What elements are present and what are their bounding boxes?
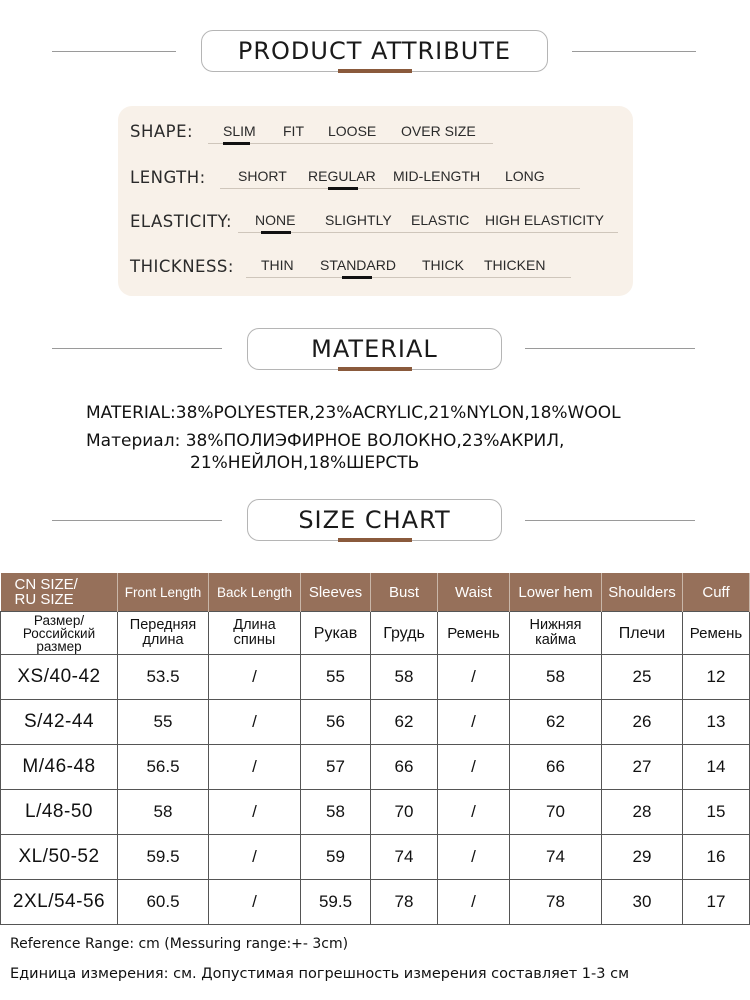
ru-header-front-length: Передняя длина — [118, 612, 209, 655]
value-cell: 58 — [301, 790, 371, 835]
title-accent-bar — [338, 367, 412, 371]
value-cell: 66 — [371, 745, 438, 790]
value-cell: 26 — [602, 700, 683, 745]
attribute-rule — [238, 232, 618, 233]
table-row — [1, 790, 750, 835]
size-cell: XS/40-42 — [1, 655, 118, 700]
size-cell: L/48-50 — [1, 790, 118, 835]
value-cell: / — [438, 700, 510, 745]
value-cell: 70 — [510, 790, 602, 835]
attribute-label: THICKNESS: — [130, 257, 234, 276]
attribute-rule — [220, 188, 580, 189]
size-chart-title: SIZE CHART — [298, 506, 451, 534]
value-cell: 66 — [510, 745, 602, 790]
option-short: SHORT — [238, 168, 287, 184]
divider-left — [52, 520, 222, 521]
material-ru-line — [86, 431, 564, 451]
size-cell: 2XL/54-56 — [1, 880, 118, 925]
value-cell: 55 — [301, 655, 371, 700]
table-row — [1, 835, 750, 880]
header-front-length: Front Length — [118, 573, 209, 612]
value-cell: / — [438, 880, 510, 925]
header-waist: Waist — [438, 573, 510, 612]
material-en-label: MATERIAL: — [86, 403, 176, 423]
option-over-size: OVER SIZE — [401, 123, 476, 139]
header-sleeves: Sleeves — [301, 573, 371, 612]
attribute-row-shape — [118, 118, 633, 148]
size-cell: XL/50-52 — [1, 835, 118, 880]
attribute-panel — [118, 106, 633, 296]
attribute-section-header — [0, 30, 750, 74]
option-long: LONG — [505, 168, 545, 184]
value-cell: / — [209, 835, 301, 880]
value-cell: / — [438, 655, 510, 700]
attribute-label: ELASTICITY: — [130, 212, 233, 231]
attribute-title: PRODUCT ATTRIBUTE — [237, 37, 512, 65]
header-lower-hem: Lower hem — [510, 573, 602, 612]
value-cell: 28 — [602, 790, 683, 835]
selected-mark — [328, 187, 358, 190]
attribute-row-length — [118, 163, 633, 193]
table-row — [1, 745, 750, 790]
header-bust: Bust — [371, 573, 438, 612]
reference-range-note: Reference Range: cm (Messuring range:+- 3cm) — [10, 936, 349, 952]
material-ru-value-1: 38%ПОЛИЭФИРНОЕ ВОЛОКНО,23%АКРИЛ, — [185, 431, 565, 451]
size-chart-title-pill — [247, 499, 502, 541]
table-ru-header-row — [1, 612, 750, 655]
value-cell: / — [438, 790, 510, 835]
ru-header-shoulders: Плечи — [602, 612, 683, 655]
value-cell: / — [209, 700, 301, 745]
material-title-pill — [247, 328, 502, 370]
value-cell: 57 — [301, 745, 371, 790]
size-cell: S/42-44 — [1, 700, 118, 745]
option-high-elasticity: HIGH ELASTICITY — [485, 212, 605, 228]
option-mid-length: MID-LENGTH — [393, 168, 481, 184]
ru-header-sleeves: Рукав — [301, 612, 371, 655]
header-cuff: Cuff — [683, 573, 750, 612]
option-thicken: THICKEN — [484, 257, 546, 273]
value-cell: 78 — [371, 880, 438, 925]
attribute-label: LENGTH: — [130, 168, 206, 187]
value-cell: 60.5 — [118, 880, 209, 925]
value-cell: 14 — [683, 745, 750, 790]
header-cn-ru-size: CN SIZE/ RU SIZE — [1, 573, 118, 612]
value-cell: 62 — [371, 700, 438, 745]
option-none: NONE — [255, 212, 295, 228]
divider-right — [525, 348, 695, 349]
value-cell: / — [209, 745, 301, 790]
ru-header-waist: Ремень — [438, 612, 510, 655]
value-cell: 16 — [683, 835, 750, 880]
value-cell: 78 — [510, 880, 602, 925]
table-header-row — [1, 573, 750, 612]
option-elastic: ELASTIC — [411, 212, 470, 228]
divider-left — [52, 348, 222, 349]
value-cell: 55 — [118, 700, 209, 745]
option-thick: THICK — [422, 257, 464, 273]
value-cell: 56 — [301, 700, 371, 745]
material-section-header — [0, 328, 750, 372]
option-thin: THIN — [261, 257, 294, 273]
value-cell: 58 — [371, 655, 438, 700]
value-cell: 59 — [301, 835, 371, 880]
attribute-row-thickness — [118, 252, 633, 282]
value-cell: 17 — [683, 880, 750, 925]
value-cell: 56.5 — [118, 745, 209, 790]
attribute-title-pill — [201, 30, 548, 72]
size-cell: M/46-48 — [1, 745, 118, 790]
value-cell: 30 — [602, 880, 683, 925]
size-chart-section-header — [0, 499, 750, 543]
value-cell: 53.5 — [118, 655, 209, 700]
title-accent-bar — [338, 69, 412, 73]
attribute-rule — [208, 143, 493, 144]
material-ru-line-2 — [190, 453, 419, 473]
option-regular: REGULAR — [308, 168, 376, 184]
value-cell: 29 — [602, 835, 683, 880]
selected-mark — [223, 142, 250, 145]
title-accent-bar — [338, 538, 412, 542]
value-cell: 15 — [683, 790, 750, 835]
value-cell: 74 — [371, 835, 438, 880]
value-cell: 59.5 — [301, 880, 371, 925]
value-cell: 59.5 — [118, 835, 209, 880]
reference-range-note-ru: Единица измерения: см. Допустимая погрешность измерения составляет 1-3 см — [10, 966, 630, 982]
value-cell: 58 — [118, 790, 209, 835]
ru-header-lower-hem: Нижняя кайма — [510, 612, 602, 655]
value-cell: 74 — [510, 835, 602, 880]
material-en-value: 38%POLYESTER,23%ACRYLIC,21%NYLON,18%WOOL — [175, 403, 621, 423]
attribute-label: SHAPE: — [130, 122, 194, 141]
ru-header-back-length: Длина спины — [209, 612, 301, 655]
value-cell: 27 — [602, 745, 683, 790]
size-table — [0, 573, 750, 925]
value-cell: 62 — [510, 700, 602, 745]
divider-right — [525, 520, 695, 521]
option-fit: FIT — [283, 123, 304, 139]
value-cell: 12 — [683, 655, 750, 700]
table-row — [1, 655, 750, 700]
ru-header-bust: Грудь — [371, 612, 438, 655]
material-en-line — [86, 403, 621, 423]
value-cell: / — [209, 880, 301, 925]
ru-header-size: Размер/ Российский размер — [1, 612, 118, 655]
divider-right — [572, 51, 696, 52]
option-loose: LOOSE — [328, 123, 377, 139]
header-shoulders: Shoulders — [602, 573, 683, 612]
table-row — [1, 700, 750, 745]
value-cell: 13 — [683, 700, 750, 745]
attribute-row-elasticity — [118, 207, 633, 237]
attribute-rule — [246, 277, 571, 278]
value-cell: 70 — [371, 790, 438, 835]
material-title: MATERIAL — [311, 335, 438, 363]
value-cell: 25 — [602, 655, 683, 700]
material-ru-value-2: 21%НЕЙЛОН,18%ШЕРСТЬ — [190, 453, 420, 473]
divider-left — [52, 51, 176, 52]
value-cell: 58 — [510, 655, 602, 700]
value-cell: / — [438, 835, 510, 880]
ru-header-cuff: Ремень — [683, 612, 750, 655]
material-ru-label: Материал: — [86, 431, 181, 451]
option-slim: SLIM — [223, 123, 256, 139]
option-slightly: SLIGHTLY — [325, 212, 392, 228]
value-cell: / — [209, 655, 301, 700]
header-back-length: Back Length — [209, 573, 301, 612]
selected-mark — [342, 276, 372, 279]
selected-mark — [261, 231, 291, 234]
value-cell: / — [438, 745, 510, 790]
table-row — [1, 880, 750, 925]
value-cell: / — [209, 790, 301, 835]
option-standard: STANDARD — [320, 257, 396, 273]
